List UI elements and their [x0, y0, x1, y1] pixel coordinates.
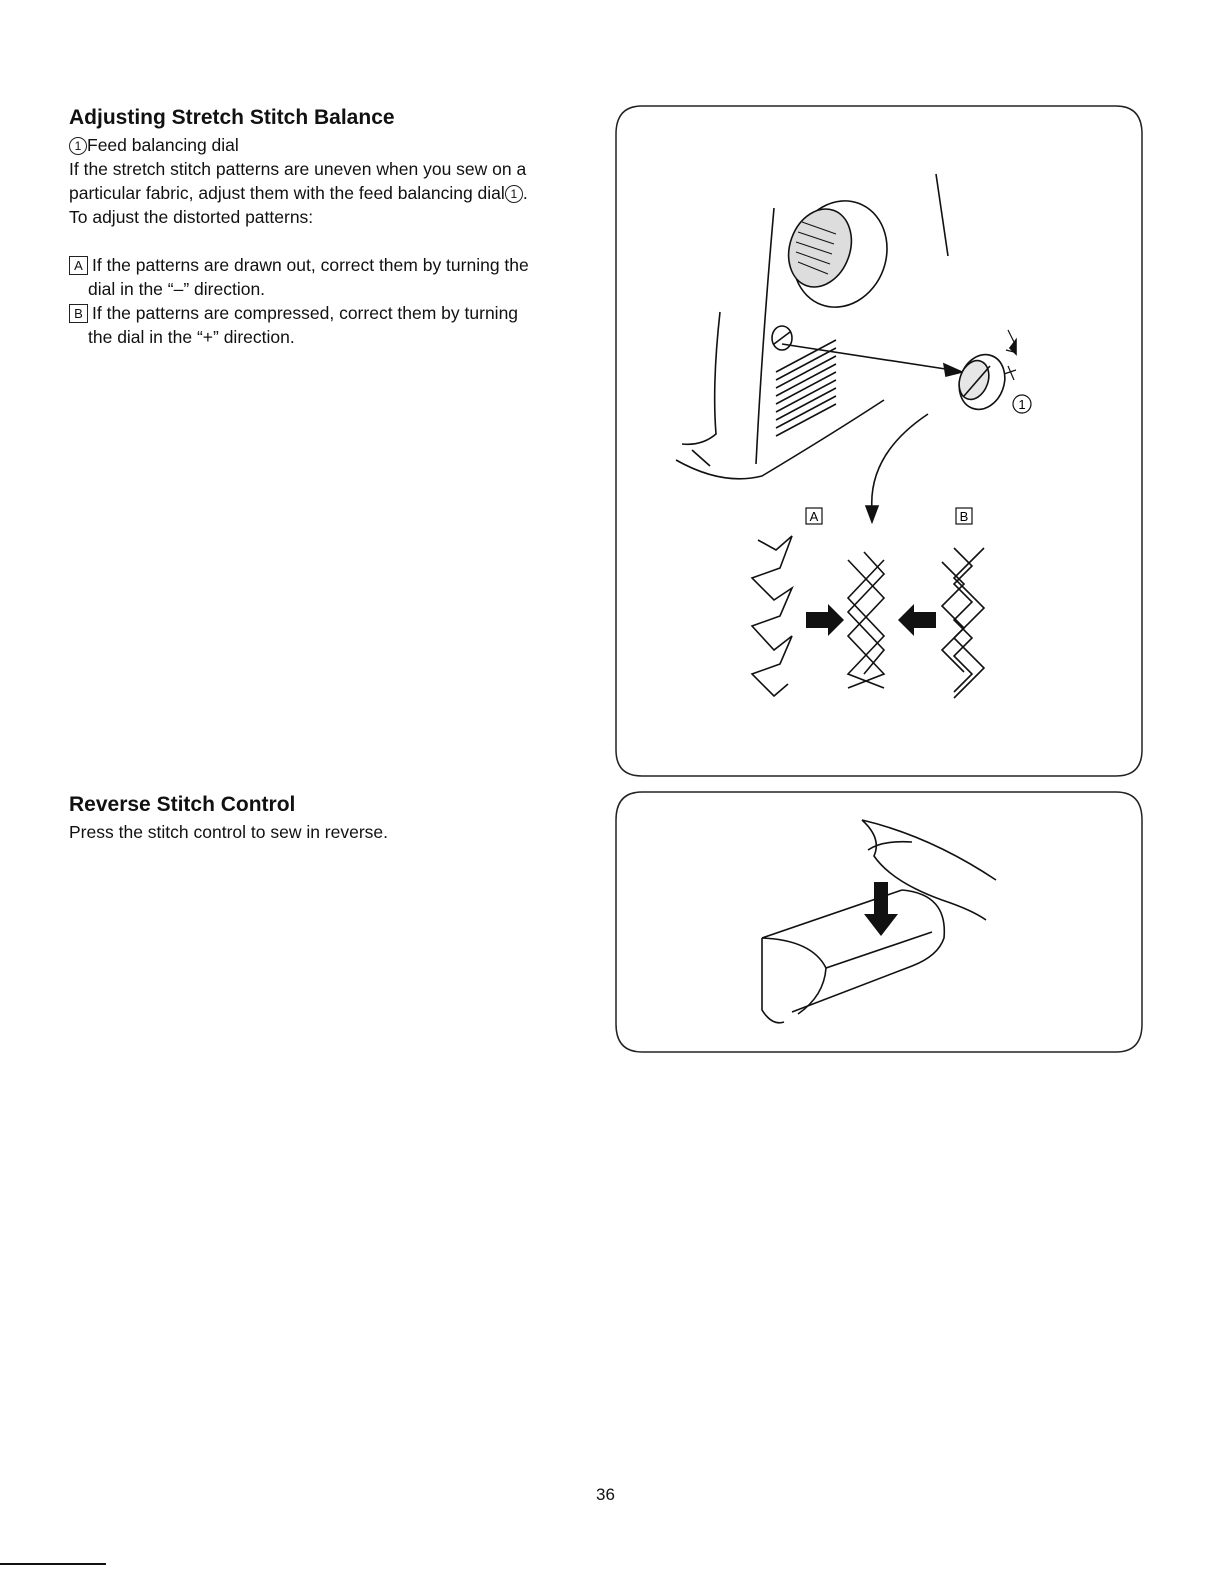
- pattern-label-a-text: A: [809, 509, 819, 524]
- section-body-stretch-balance: [69, 133, 529, 349]
- item-a-line-2: dial in the “–” direction.: [88, 279, 266, 299]
- callout-1-text: 1: [1018, 397, 1026, 412]
- arrow-left-icon: [898, 604, 936, 636]
- stitch-pattern-correct: [848, 552, 884, 688]
- item-a-line-1: [69, 253, 529, 277]
- legend-line: [69, 133, 529, 157]
- paragraph-line-2-end: .: [522, 183, 528, 203]
- arrow-right-icon: [806, 604, 844, 636]
- figure-feed-balancing-dial: [612, 104, 1146, 780]
- pattern-label-b: [956, 508, 972, 524]
- section-title-reverse-stitch: Reverse Stitch Control: [69, 793, 296, 816]
- press-arrow-icon: [864, 882, 898, 936]
- curved-arrow-icon: [866, 414, 928, 522]
- figure-reverse-stitch-control: [612, 790, 1146, 1056]
- callout-1-inline: 1: [505, 185, 523, 203]
- paragraph-line-1: If the stretch stitch patterns are uneven when you sew on a: [69, 159, 527, 179]
- footer-rule: [0, 1563, 106, 1565]
- callout-1-label: [1013, 395, 1031, 413]
- upper-knob-icon: [778, 188, 902, 321]
- callout-1-marker: 1: [69, 137, 87, 155]
- page-number: 36: [596, 1485, 615, 1504]
- item-a-marker: A: [69, 256, 88, 275]
- pattern-label-b-text: B: [959, 509, 969, 524]
- section-title-stretch-balance: Adjusting Stretch Stitch Balance: [69, 106, 395, 129]
- stitch-pattern-compressed: [942, 548, 984, 698]
- item-b-text-1: If the patterns are compressed, correct them by turning: [92, 303, 519, 323]
- paragraph-line-2-text: particular fabric, adjust them with the feed balancing dial: [69, 183, 505, 203]
- feed-dial-on-body-icon: [772, 326, 962, 376]
- item-b-line-1: [69, 301, 529, 325]
- reverse-stitch-button-icon: [762, 890, 944, 1023]
- item-b-marker: B: [69, 304, 88, 323]
- pattern-label-a: [806, 508, 822, 524]
- feed-dial-enlarged-icon: [952, 330, 1016, 416]
- spacer: [69, 229, 529, 253]
- item-a-text-1: If the patterns are drawn out, correct them by turning the: [92, 255, 529, 275]
- item-b-line-2: the dial in the “+” direction.: [88, 327, 295, 347]
- legend-text: Feed balancing dial: [87, 135, 239, 155]
- paragraph-line-3: To adjust the distorted patterns:: [69, 207, 314, 227]
- paragraph-line-2: [69, 181, 529, 205]
- reverse-stitch-description: Press the stitch control to sew in reverse.: [69, 822, 389, 842]
- stitch-pattern-drawn-out: [752, 536, 792, 696]
